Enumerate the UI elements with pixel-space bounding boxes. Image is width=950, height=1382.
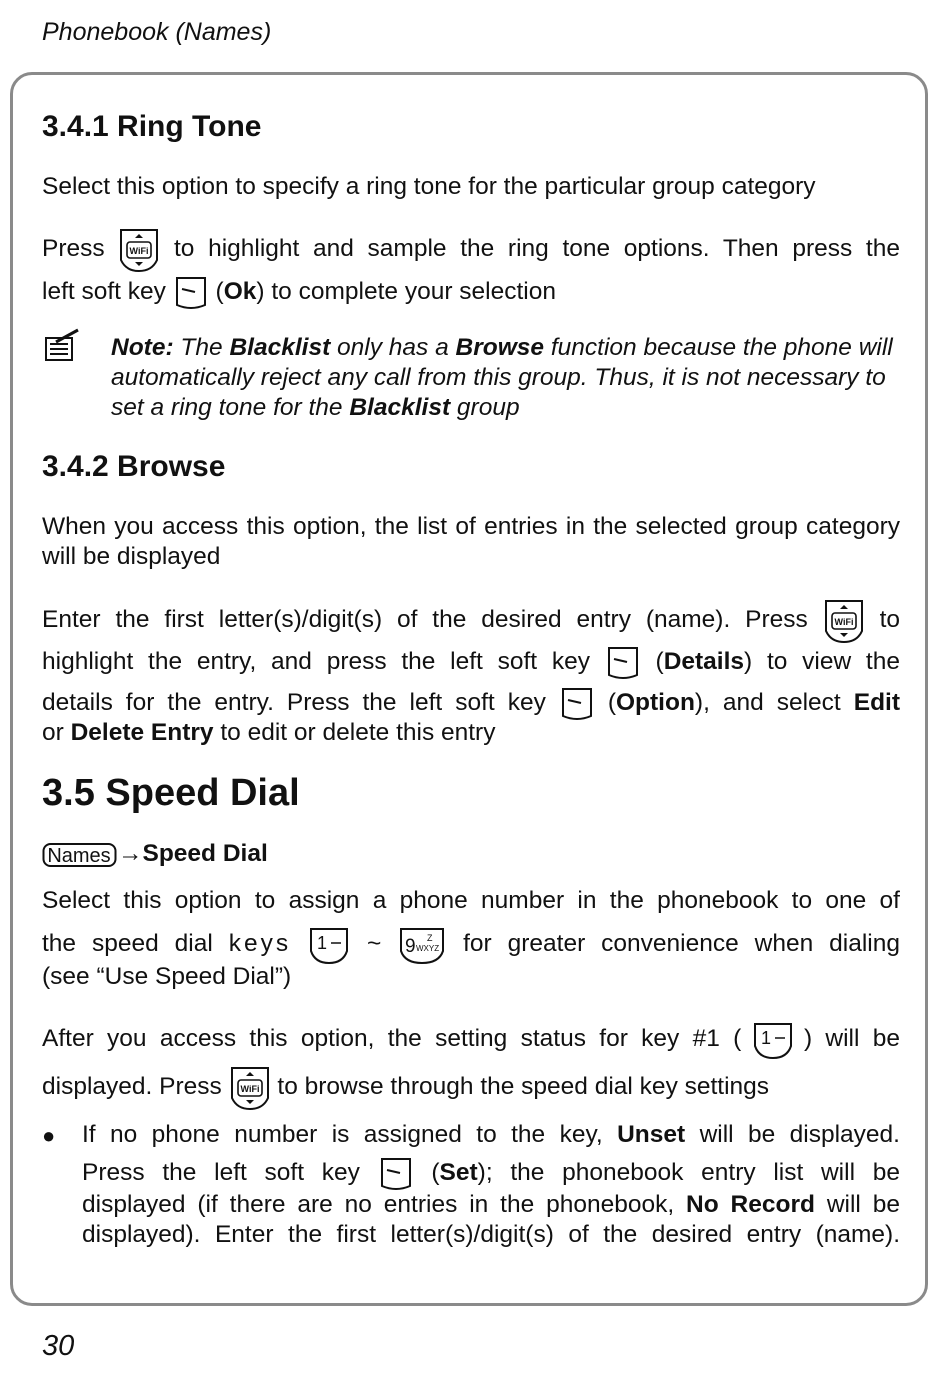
- browse-intro: When you access this option, the list of entries in the selected group category will be displayed: [42, 513, 900, 570]
- text: After you access this option, the setting status for key #1 (: [42, 1025, 742, 1052]
- svg-text:WiFi: WiFi: [834, 616, 854, 627]
- section-heading-speed-dial: 3.5 Speed Dial: [42, 772, 300, 814]
- text: ) to view the: [744, 648, 900, 675]
- text: or: [42, 719, 71, 746]
- text: (: [607, 689, 616, 716]
- svg-text:Z: Z: [427, 932, 433, 943]
- text: function because the phone will automatically reject any call from this group. Thus, it is not necessary to set a ring tone for the: [111, 334, 893, 421]
- page-number: 30: [42, 1330, 75, 1362]
- speed-dial-line-3: (see “Use Speed Dial”): [42, 963, 292, 990]
- names-menu-icon: [42, 841, 118, 869]
- note-pad-icon: [44, 328, 82, 367]
- text: left soft key: [42, 278, 166, 305]
- svg-text:WiFi: WiFi: [129, 245, 149, 256]
- text: will be displayed.: [685, 1121, 900, 1148]
- bullet-marker: ●: [42, 1123, 56, 1148]
- svg-text:WiFi: WiFi: [240, 1083, 260, 1094]
- browse-line-3: [42, 681, 900, 721]
- text: Press: [42, 235, 105, 262]
- text: ); the phonebook entry list will be: [477, 1159, 900, 1186]
- no-record-label: No Record: [686, 1191, 815, 1218]
- text: to highlight and sample the ring tone options. Then press the: [173, 235, 900, 262]
- left-soft-key-icon: [173, 275, 209, 311]
- text: (: [655, 648, 664, 675]
- left-soft-key-icon: [559, 686, 595, 722]
- text: ) to complete your selection: [256, 278, 556, 305]
- bullet-line-1: [82, 1120, 900, 1150]
- text: highlight the entry, and press the left soft key: [42, 648, 590, 675]
- text: ), and select: [694, 689, 854, 716]
- text: displayed (if there are no entries in the phonebook,: [82, 1191, 687, 1218]
- text: to edit or delete this entry: [213, 719, 496, 746]
- navigation-key-icon: [229, 1064, 271, 1112]
- speed-dial-line-5: [42, 1056, 900, 1118]
- bullet-line-4: displayed). Enter the first letter(s)/digit(s) of the desired entry (name).: [82, 1221, 900, 1248]
- section-heading-ring-tone: 3.4.1 Ring Tone: [42, 110, 262, 143]
- text: Blacklist: [349, 394, 451, 421]
- text: The: [173, 334, 230, 361]
- text: Enter the first letter(s)/digit(s) of the desired entry (name). Press: [42, 606, 808, 633]
- bullet-line-2: [82, 1150, 900, 1190]
- blacklist-note: [111, 333, 900, 423]
- svg-text:1: 1: [760, 1027, 771, 1048]
- text: details for the entry. Press the left soft key: [42, 689, 546, 716]
- ring-tone-line-1: [42, 218, 900, 268]
- running-header: Phonebook (Names): [42, 18, 272, 46]
- text: Blacklist: [229, 334, 331, 361]
- navigation-key-icon: [118, 226, 160, 274]
- unset-label: Unset: [617, 1121, 686, 1148]
- key-1-icon: [307, 925, 351, 965]
- edit-label: Edit: [853, 689, 901, 716]
- text: the speed dial: [42, 930, 213, 957]
- speed-dial-line-1: Select this option to assign a phone number in the phonebook to one of: [42, 887, 900, 914]
- delete-entry-label: Delete Entry: [70, 719, 214, 746]
- speed-dial-line-2: [42, 916, 900, 966]
- text: to: [879, 606, 900, 633]
- browse-line-2: [42, 640, 900, 680]
- text: Press the left soft key: [82, 1159, 360, 1186]
- svg-text:9: 9: [405, 935, 416, 957]
- section-heading-browse: 3.4.2 Browse: [42, 450, 226, 483]
- text: displayed. Press: [42, 1073, 222, 1100]
- text: will be: [814, 1191, 900, 1218]
- ring-tone-line-2: [42, 270, 900, 314]
- svg-text:1: 1: [317, 932, 328, 953]
- text: for greater convenience when dialing: [463, 930, 900, 957]
- key-1-icon: [751, 1020, 795, 1060]
- text: (: [215, 278, 224, 305]
- menu-path: [42, 836, 900, 872]
- text: Browse: [455, 334, 545, 361]
- option-label: Option: [616, 689, 695, 716]
- left-soft-key-icon: [605, 645, 641, 681]
- browse-line-4: [42, 718, 900, 748]
- key-9-icon: [397, 925, 447, 965]
- ring-tone-intro: Select this option to specify a ring tone for the particular group category: [42, 173, 816, 200]
- svg-text:WXYZ: WXYZ: [416, 943, 440, 953]
- browse-line-1: [42, 588, 900, 640]
- svg-text:Names: Names: [47, 844, 111, 867]
- details-label: Details: [663, 648, 745, 675]
- speed-dial-label: Speed Dial: [142, 840, 268, 867]
- set-label: Set: [439, 1159, 478, 1186]
- ok-label: Ok: [223, 278, 257, 305]
- text: only has a: [330, 334, 456, 361]
- text: to browse through the speed dial key settings: [277, 1073, 770, 1100]
- speed-dial-line-4: [42, 1008, 900, 1060]
- text: group: [450, 394, 520, 421]
- navigation-key-icon: [823, 597, 865, 645]
- left-soft-key-icon: [378, 1156, 414, 1192]
- text: (: [431, 1159, 440, 1186]
- text: If no phone number is assigned to the key,: [82, 1121, 618, 1148]
- note-label: Note:: [111, 334, 174, 361]
- bullet-line-3: [82, 1190, 900, 1220]
- arrow: →: [118, 840, 143, 867]
- tilde: ~: [366, 930, 382, 957]
- text: keys: [228, 930, 292, 957]
- text: ) will be: [803, 1025, 900, 1052]
